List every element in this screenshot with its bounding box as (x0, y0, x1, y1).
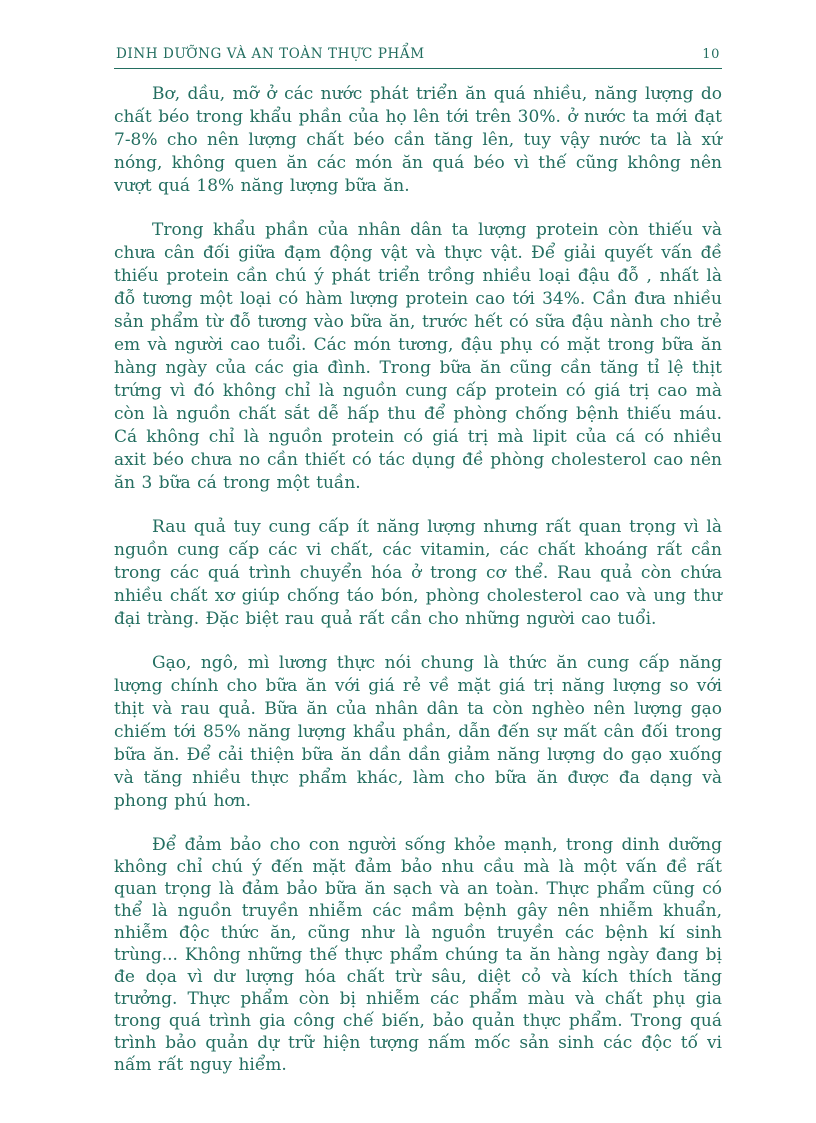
paragraph-vegetables-fruit: Rau quả tuy cung cấp ít năng lượng nhưng rất quan trọng vì là nguồn cung cấp các vi chất, các vitamin, các chất khoáng rất cần trong các quá trình chuyển hóa ở trong cơ thể. Rau quả còn chứa nhiều chất xơ giúp chống táo bón, phòng cholesterol cao và ung thư đại tràng. Đặc biệt rau quả rất cần cho những người cao tuổi. (114, 517, 722, 629)
paragraph-protein: Trong khẩu phần của nhân dân ta lượng protein còn thiếu và chưa cân đối giữa đạm động vật và thực vật. Để giải quyết vấn đề thiếu protein cần chú ý phát triển trồng nhiều loại đậu đỗ , nhất là đỗ tương một loại có hàm lượng protein cao tới 34%. Cần đưa nhiều sản phẩm từ đỗ tương vào bữa ăn, trước hết có sữa đậu nành cho trẻ em và người cao tuổi. Các món tương, đậu phụ có mặt trong bữa ăn hàng ngày của các gia đình. Trong bữa ăn cũng cần tăng tỉ lệ thịt trứng vì đó không chỉ là nguồn cung cấp protein có giá trị cao mà còn là nguồn chất sắt dễ hấp thu để phòng chống bệnh thiếu máu. Cá không chỉ là nguồn protein có giá trị mà lipit của cá có nhiều axit béo chưa no cần thiết có tác dụng đề phòng cholesterol cao nên ăn 3 bữa cá trong một tuần. (114, 220, 722, 493)
page-number: 10 (702, 47, 720, 62)
page-header (114, 46, 722, 68)
page-body (114, 83, 722, 1076)
paragraph-fat-intake: Bơ, dầu, mỡ ở các nước phát triển ăn quá nhiều, năng lượng do chất béo trong khẩu phần của họ lên tới trên 30%. ở nước ta mới đạt 7-8% cho nên lượng chất béo cần tăng lên, tuy vậy nước ta là xứ nóng, không quen ăn các món ăn quá béo vì thế cũng không nên vượt quá 18% năng lượng bữa ăn. (114, 84, 722, 196)
running-header-title: DINH DƯỠNG VÀ AN TOÀN THỰC PHẨM (116, 46, 425, 62)
header-rule (114, 68, 722, 69)
paragraph-staple-foods: Gạo, ngô, mì lương thực nói chung là thức ăn cung cấp năng lượng chính cho bữa ăn với giá rẻ về mặt giá trị năng lượng so với thịt và rau quả. Bữa ăn của nhân dân ta còn nghèo nên lượng gạo chiếm tới 85% năng lượng khẩu phần, dẫn đến sự mất cân đối trong bữa ăn. Để cải thiện bữa ăn dần dần giảm năng lượng do gạo xuống và tăng nhiều thực phẩm khác, làm cho bữa ăn được đa dạng và phong phú hơn. (114, 653, 722, 811)
paragraph-food-safety: Để đảm bảo cho con người sống khỏe mạnh, trong dinh dưỡng không chỉ chú ý đến mặt đảm bảo nhu cầu mà là một vấn đề rất quan trọng là đảm bảo bữa ăn sạch và an toàn. Thực phẩm cũng có thể là nguồn truyền nhiễm các mầm bệnh gây nên nhiễm khuẩn, nhiễm độc thức ăn, cũng như là nguồn truyền các bệnh kí sinh trùng... Không những thế thực phẩm chúng ta ăn hàng ngày đang bị đe dọa vì dư lượng hóa chất trừ sâu, diệt cỏ và kích thích tăng trưởng. Thực phẩm còn bị nhiễm các phẩm màu và chất phụ gia trong quá trình gia công chế biến, bảo quản thực phẩm. Trong quá trình bảo quản dự trữ hiện tượng nấm mốc sản sinh các độc tố vi nấm rất nguy hiểm. (114, 835, 722, 1075)
